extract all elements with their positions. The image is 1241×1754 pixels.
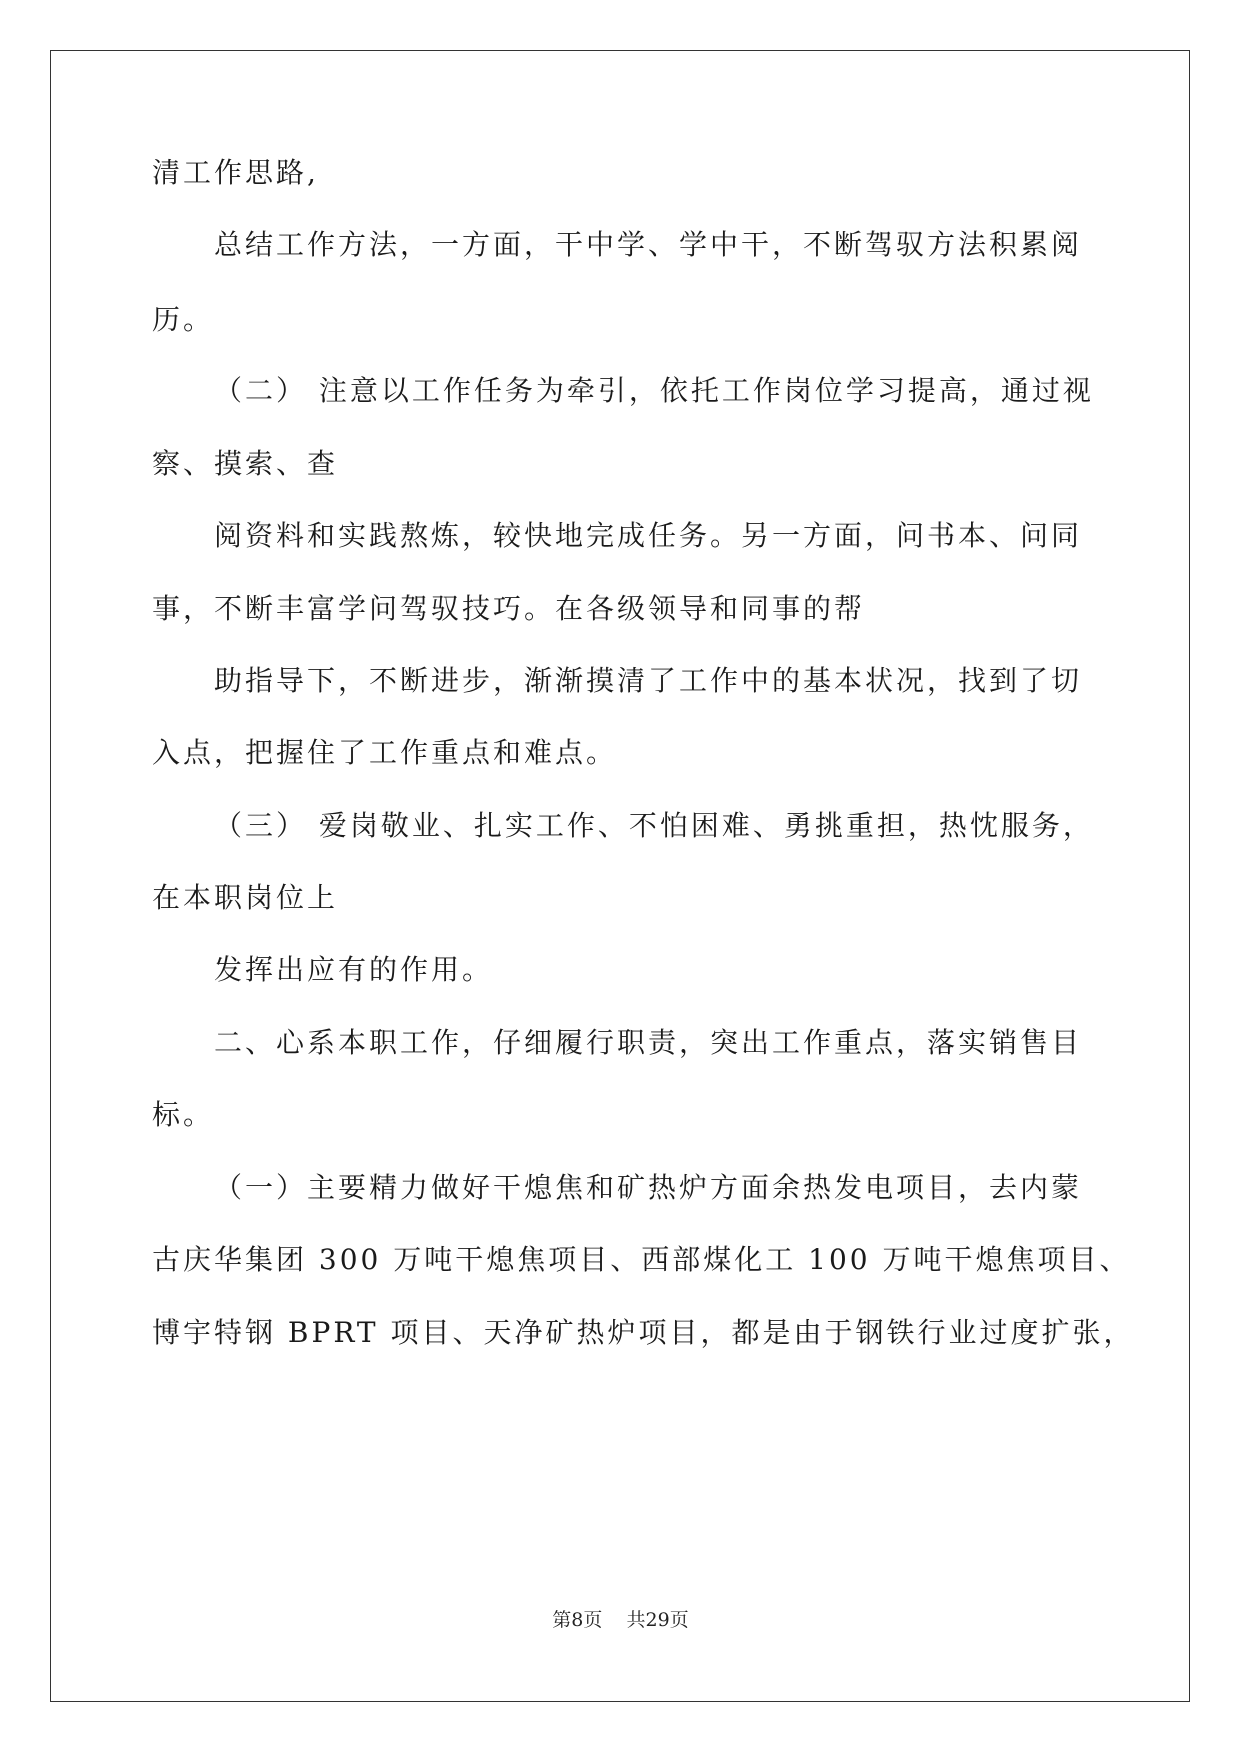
text-line-2: 总结工作方法，一方面，干中学、学中干，不断驾驭方法积累阅 — [214, 228, 1083, 261]
text-line-11: 在本职岗位上 — [152, 881, 339, 914]
footer-total-prefix: 共 — [626, 1609, 646, 1631]
text-line-14: 标。 — [152, 1098, 215, 1131]
text-line-9: 入点，把握住了工作重点和难点。 — [152, 736, 618, 769]
page-footer — [0, 1608, 1241, 1632]
text-line-13: 二、心系本职工作，仔细履行职责，突出工作重点，落实销售目 — [214, 1026, 1083, 1059]
text-line-7: 事，不断丰富学问驾驭技巧。在各级领导和同事的帮 — [152, 592, 866, 625]
footer-page-prefix: 第 — [552, 1609, 572, 1631]
text-line-1: 清工作思路, — [152, 156, 319, 189]
page-border — [50, 50, 1190, 1702]
text-line-17: 博宇特钢 BPRT 项目、天净矿热炉项目，都是由于钢铁行业过度扩张， — [152, 1316, 1135, 1349]
text-line-8: 助指导下，不断进步，渐渐摸清了工作中的基本状况，找到了切 — [214, 664, 1083, 697]
text-line-6: 阅资料和实践熬炼，较快地完成任务。另一方面，问书本、问同 — [214, 519, 1083, 552]
text-line-3: 历。 — [152, 303, 215, 336]
footer-total-suffix: 页 — [669, 1609, 689, 1631]
footer-total-pages: 29 — [645, 1609, 670, 1631]
footer-page-number: 8 — [571, 1609, 584, 1631]
text-line-10: （三） 爱岗敬业、扎实工作、不怕困难、勇挑重担，热忱服务， — [214, 809, 1094, 842]
text-line-16: 古庆华集团 300 万吨干熄焦项目、西部煤化工 100 万吨干熄焦项目、 — [152, 1243, 1131, 1276]
text-line-5: 察、摸索、查 — [152, 447, 339, 480]
text-line-15: （一）主要精力做好干熄焦和矿热炉方面余热发电项目，去内蒙 — [214, 1171, 1083, 1204]
footer-page-suffix: 页 — [583, 1609, 603, 1631]
text-line-12: 发挥出应有的作用。 — [214, 953, 494, 986]
text-line-4: （二） 注意以工作任务为牵引，依托工作岗位学习提高，通过视 — [214, 374, 1094, 407]
